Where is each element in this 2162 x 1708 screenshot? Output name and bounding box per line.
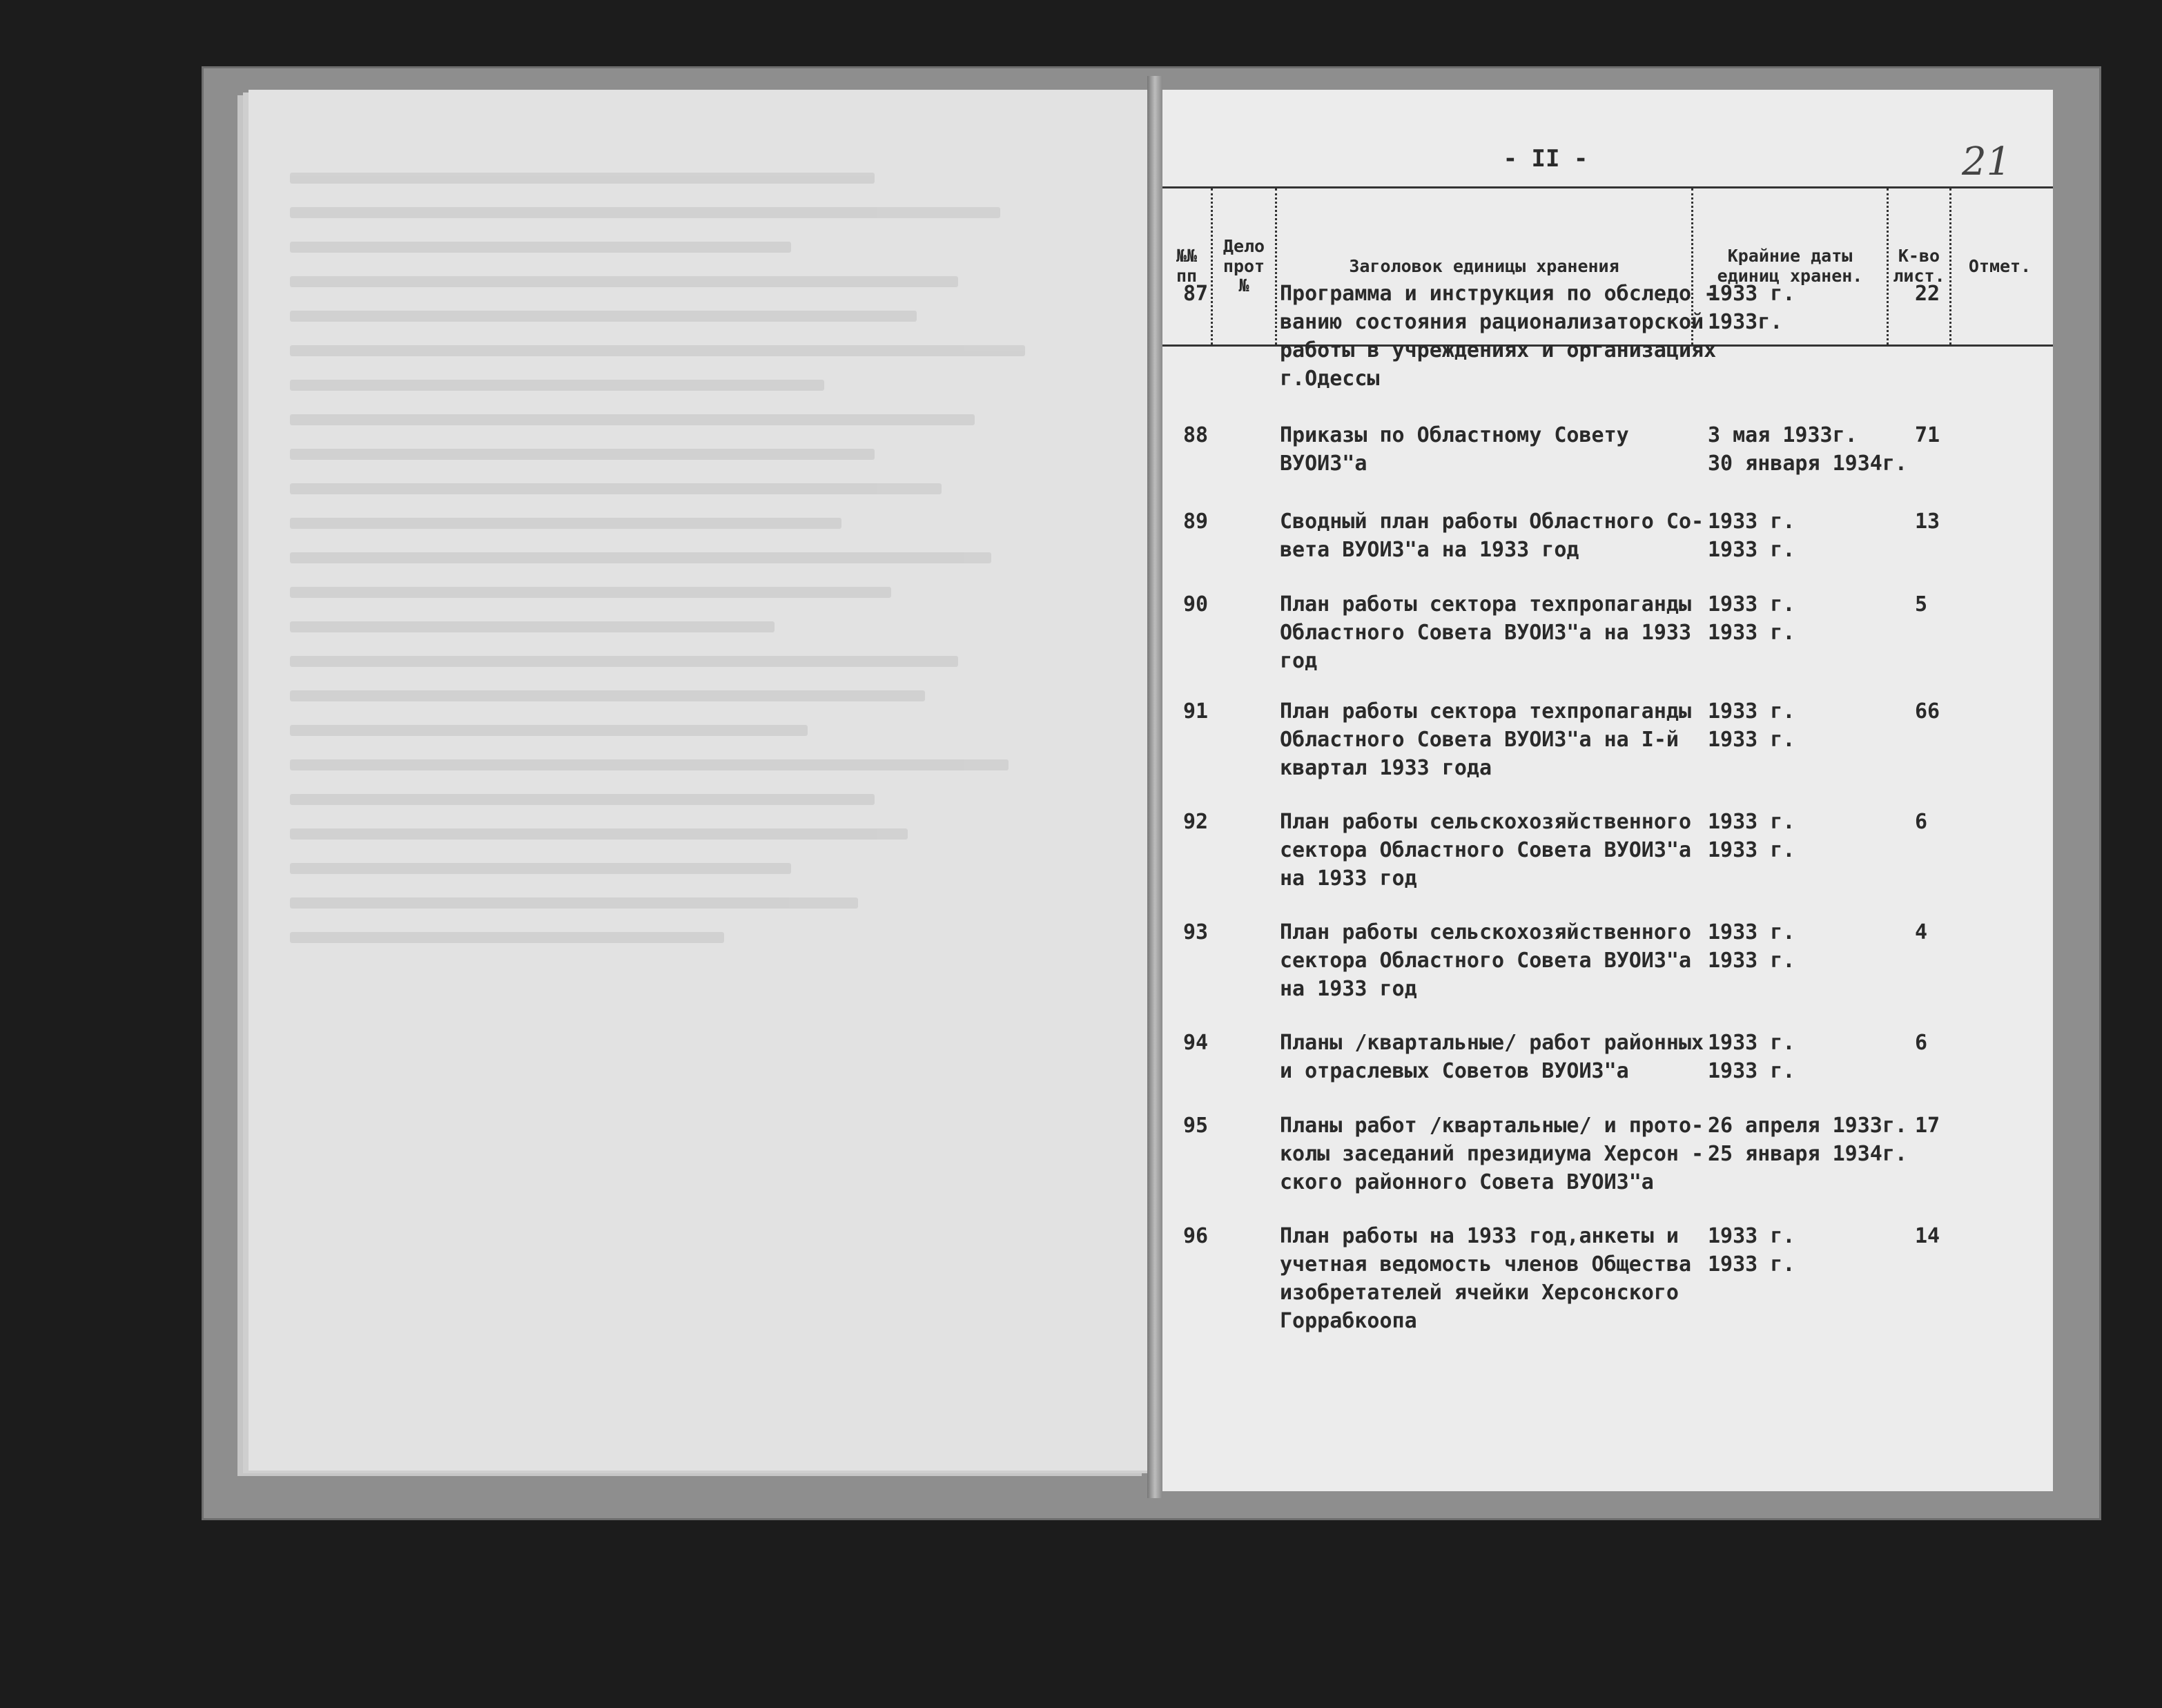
row-dates: 1933 г. 1933 г. bbox=[1708, 810, 1795, 862]
row-title: Планы работ /квартальные/ и прото- колы заседаний президиума Херсон - ского районного Совета ВУОИЗ"а bbox=[1280, 1114, 1704, 1194]
row-number: 94 bbox=[1183, 1031, 1209, 1055]
row-number: 95 bbox=[1183, 1114, 1209, 1138]
row-sheets: 6 bbox=[1915, 1031, 1928, 1055]
row-sheets: 17 bbox=[1915, 1114, 1940, 1138]
header-dates: Крайние даты единиц хранен. bbox=[1693, 188, 1889, 344]
header-case: Дело прот № bbox=[1213, 188, 1277, 344]
book-gutter bbox=[1147, 76, 1162, 1498]
row-number: 93 bbox=[1183, 920, 1209, 944]
row-dates: 1933 г. 1933 г. bbox=[1708, 1224, 1795, 1277]
row-sheets: 22 bbox=[1915, 282, 1940, 306]
row-title: Программа и инструкция по обследо - ванию состояния рационализаторской работы в учреждениях и организациях г.Одессы bbox=[1280, 282, 1717, 391]
row-number: 88 bbox=[1183, 423, 1209, 447]
bleed-through-text bbox=[290, 173, 1125, 1429]
row-title: План работы сельскохозяйственного сектора Областного Совета ВУОИЗ"а на 1933 год bbox=[1280, 810, 1692, 891]
row-title: Приказы по Областному Совету ВУОИЗ"а bbox=[1280, 423, 1629, 476]
row-sheets: 4 bbox=[1915, 920, 1928, 944]
header-sheets: К-во лист. bbox=[1889, 188, 1951, 344]
row-title: Сводный план работы Областного Со- вета ВУОИЗ"а на 1933 год bbox=[1280, 510, 1704, 562]
page-number: - II - bbox=[1503, 145, 1588, 173]
folio-number: 21 bbox=[1962, 139, 2012, 184]
row-dates: 26 апреля 1933г. 25 января 1934г. bbox=[1708, 1114, 1907, 1166]
row-dates: 1933 г. 1933 г. bbox=[1708, 1031, 1795, 1083]
row-title: План работы на 1933 год,анкеты и учетная ведомость членов Общества изобретателей ячейки Херсонского Горрабкоопа bbox=[1280, 1224, 1692, 1333]
row-dates: 1933 г. 1933 г. bbox=[1708, 592, 1795, 645]
row-dates: 1933 г. 1933 г. bbox=[1708, 699, 1795, 752]
row-number: 87 bbox=[1183, 282, 1209, 306]
row-number: 90 bbox=[1183, 592, 1209, 617]
row-title: Планы /квартальные/ работ районных и отраслевых Советов ВУОИЗ"а bbox=[1280, 1031, 1704, 1083]
header-title: Заголовок единицы хранения bbox=[1277, 188, 1693, 344]
row-dates: 1933 г. 1933 г. bbox=[1708, 510, 1795, 562]
row-title: План работы сектора техпропаганды Областного Совета ВУОИЗ"а на 1933 год bbox=[1280, 592, 1692, 673]
row-title: План работы сектора техпропаганды Областного Совета ВУОИЗ"а на I-й квартал 1933 года bbox=[1280, 699, 1692, 780]
row-dates: 1933 г. 1933 г. bbox=[1708, 920, 1795, 973]
row-sheets: 71 bbox=[1915, 423, 1940, 447]
row-number: 91 bbox=[1183, 699, 1209, 724]
left-page bbox=[249, 90, 1153, 1471]
row-sheets: 66 bbox=[1915, 699, 1940, 724]
row-dates: 3 мая 1933г. 30 января 1934г. bbox=[1708, 423, 1907, 476]
row-number: 92 bbox=[1183, 810, 1209, 834]
row-sheets: 5 bbox=[1915, 592, 1928, 617]
row-sheets: 6 bbox=[1915, 810, 1928, 834]
header-number: №№ пп bbox=[1162, 188, 1213, 344]
row-dates: 1933 г. 1933г. bbox=[1708, 282, 1795, 334]
row-sheets: 13 bbox=[1915, 510, 1940, 534]
right-page bbox=[1162, 90, 2053, 1491]
row-number: 96 bbox=[1183, 1224, 1209, 1248]
row-sheets: 14 bbox=[1915, 1224, 1940, 1248]
row-title: План работы сельскохозяйственного сектора Областного Совета ВУОИЗ"а на 1933 год bbox=[1280, 920, 1692, 1001]
header-notes: Отмет. bbox=[1968, 255, 2032, 276]
row-number: 89 bbox=[1183, 510, 1209, 534]
